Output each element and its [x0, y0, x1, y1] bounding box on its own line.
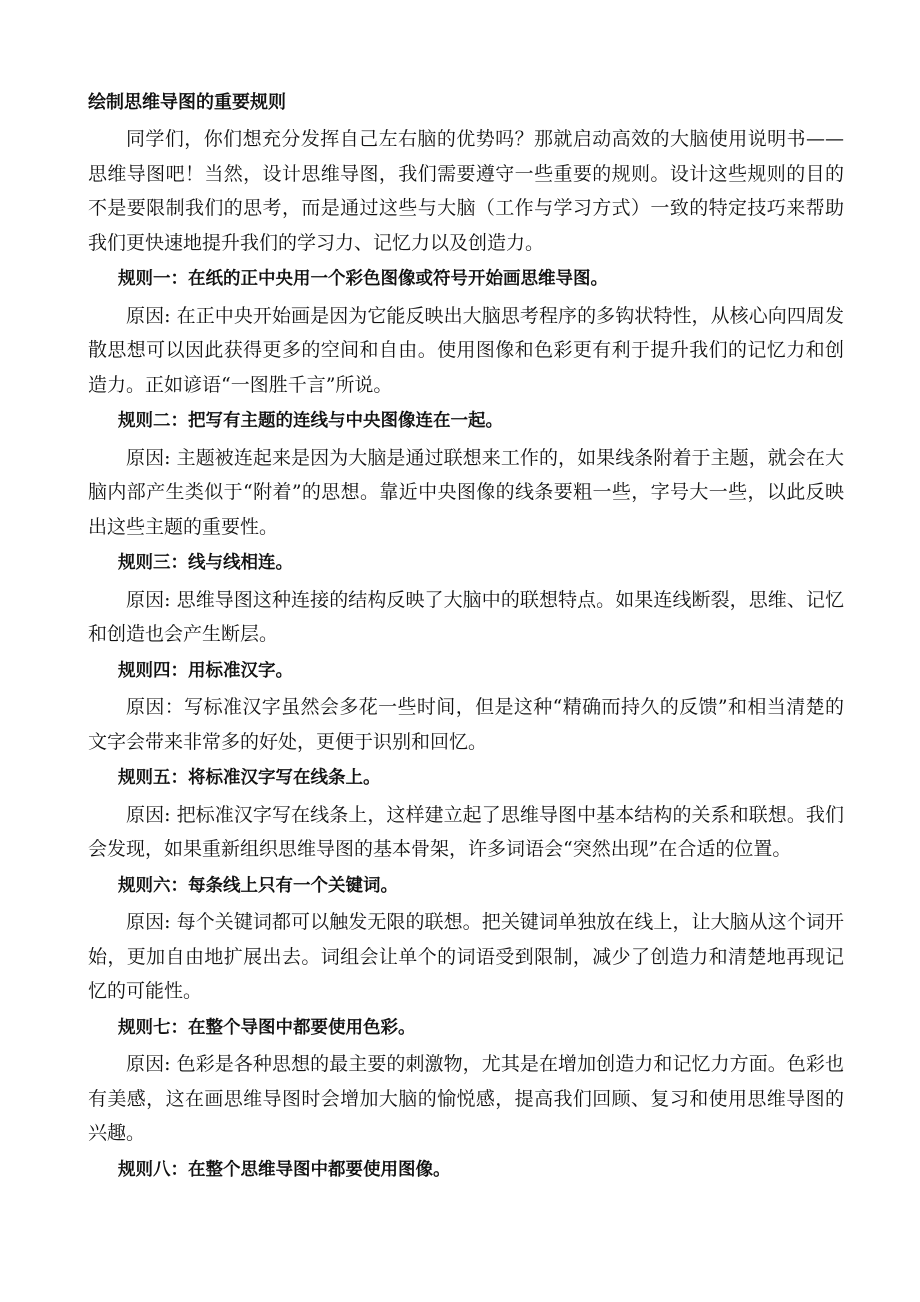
rule-6-heading: 规则六：每条线上只有一个关键词。: [118, 875, 398, 896]
rule-3-reason: 原因: 思维导图这种连接的结构反映了大脑中的联想特点。如果连线断裂，思维、记忆和创造也会产生断层。: [88, 588, 844, 645]
rule-4-reason: 原因：写标准汉字虽然会多花一些时间，但是这种“精确而持久的反馈”和相当清楚的文字会带来非常多的好处，更便于识别和回忆。: [88, 696, 844, 753]
rule-2-heading: 规则二：把写有主题的连线与中央图像连在一起。: [118, 411, 503, 431]
rule-7-reason: 原因: 色彩是各种思想的最主要的刺激物，尤其是在增加创造力和记忆力方面。色彩也有美感，这在画思维导图时会增加大脑的愉悦感，提高我们回顾、复习和使用思维导图的兴趣。: [88, 1053, 844, 1144]
rule-3-heading: 规则三：线与线相连。: [118, 553, 293, 573]
rule-2-reason: 原因: 主题被连起来是因为大脑是通过联想来工作的，如果线条附着于主题，就会在大脑内部产生类似于“附着”的思想。靠近中央图像的线条要粗一些，字号大一些，以此反映出这些主题的重要性。: [88, 446, 844, 538]
rule-6-reason: 原因: 每个关键词都可以触发无限的联想。把关键词单独放在线上，让大脑从这个词开始，更加自由地扩展出去。词组会让单个的词语受到限制，减少了创造力和清楚地再现记忆的可能性。: [88, 911, 844, 1002]
document-page: [88, 86, 844, 1189]
intro-paragraph: 同学们，你们想充分发挥自己左右脑的优势吗？那就启动高效的大脑使用说明书——思维导图吧！当然，设计思维导图，我们需要遵守一些重要的规则。设计这些规则的目的不是要限制我们的思考，而是通过这些与大脑（工作与学习方式）一致的特定技巧来帮助我们更快速地提升我们的学习力、记忆力以及创造力。: [88, 128, 844, 254]
rule-4-heading: 规则四：用标准汉字。: [118, 660, 293, 681]
document-title: 绘制思维导图的重要规则: [88, 92, 286, 113]
rule-1-heading: 规则一：在纸的正中央用一个彩色图像或符号开始画思维导图。: [118, 269, 608, 289]
rule-1-reason: 原因: 在正中央开始画是因为它能反映出大脑思考程序的多钩状特性，从核心向四周发散思想可以因此获得更多的空间和自由。使用图像和色彩更有利于提升我们的记忆力和创造力。正如谚语“一图胜千言”所说。: [88, 304, 844, 396]
rule-8-heading: 规则八：在整个思维导图中都要使用图像。: [118, 1159, 451, 1180]
rule-7-heading: 规则七：在整个导图中都要使用色彩。: [118, 1017, 416, 1038]
rule-5-heading: 规则五：将标准汉字写在线条上。: [118, 768, 381, 788]
rule-5-reason: 原因: 把标准汉字写在线条上，这样建立起了思维导图中基本结构的关系和联想。我们会发现，如果重新组织思维导图的基本骨架，许多词语会“突然出现”在合适的位置。: [88, 803, 844, 860]
